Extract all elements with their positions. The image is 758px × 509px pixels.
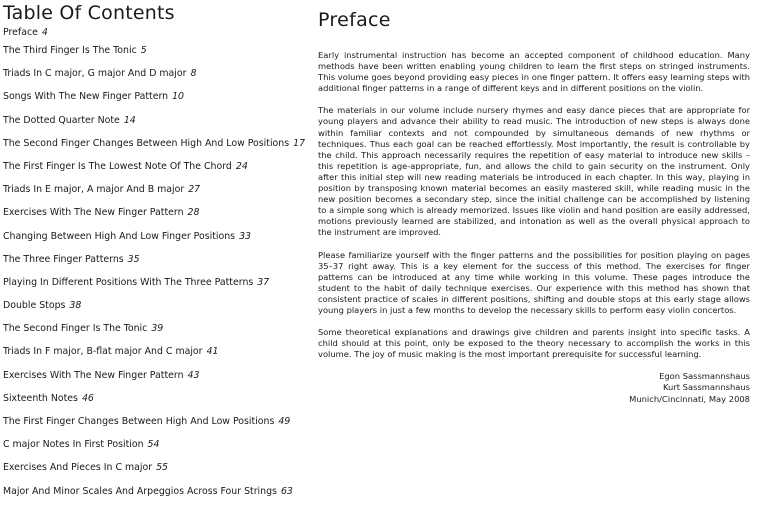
toc-list — [3, 27, 315, 509]
toc-entry-title: Triads In C major, G major And D major — [3, 68, 187, 80]
toc-entry-page-number: 35 — [127, 253, 140, 265]
toc-entry-title: Sixteenth Notes — [3, 392, 78, 404]
toc-entry-page-number: 49 — [278, 416, 291, 427]
toc-entry-page-number: 17 — [293, 137, 306, 149]
toc-entry-page-number: 41 — [206, 346, 219, 358]
toc-entry[interactable] — [3, 231, 315, 254]
toc-entry[interactable] — [3, 462, 315, 485]
toc-entry[interactable] — [3, 184, 315, 207]
toc-entry[interactable] — [3, 138, 315, 161]
signature-place-date: Munich/Cincinnati, May 2008 — [629, 393, 750, 404]
toc-entry[interactable] — [3, 254, 315, 277]
toc-entry-page-number: 55 — [156, 462, 168, 474]
toc-entry-page-number: 43 — [187, 369, 200, 381]
toc-entry-title: Preface — [3, 27, 38, 38]
toc-entry-title: The Third Finger Is The Tonic — [3, 45, 137, 56]
toc-entry-page-number: 5 — [140, 45, 147, 56]
toc-entry-page-number: 4 — [41, 27, 48, 38]
toc-entry-title: The First Finger Changes Between High And Low Positions — [3, 416, 275, 427]
toc-entry[interactable] — [3, 300, 315, 323]
toc-title: Table Of Contents — [3, 2, 175, 24]
signature-author-2: Kurt Sassmannshaus — [662, 382, 750, 393]
toc-entry-page-number: 10 — [172, 91, 185, 103]
toc-entry-title: Exercises With The New Finger Pattern — [3, 369, 184, 381]
toc-entry-page-number: 63 — [280, 485, 293, 497]
toc-entry-title: Changing Between High And Low Finger Positions — [3, 230, 236, 242]
toc-entry[interactable] — [3, 346, 315, 369]
toc-entry[interactable] — [3, 207, 315, 230]
table-of-contents — [3, 0, 315, 509]
signature-author-1: Egon Sassmannshaus — [659, 371, 750, 382]
toc-entry-title: Triads In F major, B-flat major And C major — [3, 346, 203, 358]
toc-entry-title: The Dotted Quarter Note — [3, 114, 120, 126]
toc-entry-page-number: 24 — [235, 160, 248, 172]
toc-entry-page-number: 8 — [190, 68, 197, 80]
toc-entry[interactable] — [3, 45, 315, 68]
toc-entry-page-number: 27 — [188, 184, 201, 196]
toc-entry-title: Exercises With The New Finger Pattern — [3, 207, 184, 219]
toc-entry-title: Songs With The New Finger Pattern — [3, 91, 169, 103]
toc-entry[interactable] — [3, 161, 315, 184]
toc-entry-title: Triads In E major, A major And B major — [3, 184, 185, 196]
toc-entry[interactable] — [3, 115, 315, 138]
signature-block — [318, 371, 750, 404]
toc-entry-page-number: 38 — [69, 300, 82, 312]
toc-entry-title: Major And Minor Scales And Arpeggios Across Four Strings — [3, 485, 277, 497]
toc-entry-page-number: 54 — [147, 439, 160, 451]
toc-entry[interactable] — [3, 91, 315, 114]
toc-entry[interactable] — [3, 68, 315, 91]
toc-entry-title: Double Stops — [3, 300, 66, 312]
preface-paragraph-4: Some theoretical explanations and drawings give children and parents insight into specific tasks. A child should at this point, only be exposed to the theory necessary to accomplish the works in this volume. The joy of music making is the most important prerequisite for successful learning. — [318, 327, 750, 360]
toc-entry[interactable] — [3, 439, 315, 462]
toc-entry-title: The Second Finger Changes Between High And Low Positions — [3, 137, 290, 149]
toc-entry-title: The First Finger Is The Lowest Note Of The Chord — [3, 160, 232, 172]
toc-entry-page-number: 37 — [257, 276, 270, 288]
toc-entry[interactable] — [3, 370, 315, 393]
toc-entry[interactable] — [3, 323, 315, 346]
toc-entry-title: Playing In Different Positions With The Three Patterns — [3, 276, 254, 288]
preface-paragraph-1: Early instrumental instruction has become an accepted component of childhood education. Many methods have been written enabling young children to learn the first steps on stringed instruments. This volume goes beyond providing easy pieces in one finger pattern. It offers easy learning steps with additional finger patterns in a range of different keys and in different positions on the violin. — [318, 50, 750, 94]
toc-entry-page-number: 46 — [81, 392, 94, 404]
toc-entry-title: Exercises And Pieces In C major — [3, 462, 153, 474]
toc-entry-title: The Three Finger Patterns — [3, 253, 124, 265]
toc-entry[interactable] — [3, 486, 315, 509]
toc-entry-title: The Second Finger Is The Tonic — [3, 323, 148, 335]
toc-entry[interactable] — [3, 393, 315, 416]
toc-entry-page-number: 14 — [123, 114, 136, 126]
toc-entry-page-number: 33 — [239, 230, 251, 242]
preface-paragraph-2: The materials in our volume include nursery rhymes and easy dance pieces that are appropriate for young players and advance their ability to read music. The introduction of new steps is always done within familiar contexts and not compounded by simultaneous demands of new rhythms or techniques. Thus each goal can be reached effortlessly. Most importantly, the result is controllable by the child. This approach necessarily requires the repetition of easy material to introduce new skills – this repetition is age-appropriate, fun, and allows the child to gain security on the instrument. Only after this initial step will new reading materials be introduced in each chapter. In this way, playing in position by transposing known material becomes an easily mastered skill, while reading music in the new position becomes a secondary step, since the initial challenge can be accomplished by listening to a simple song which is already memorized. Issues like violin and hand position are easily addressed, motions previously learned are stabilized, and intonation as well as the overall physical approach to the instrument are improved. — [318, 105, 750, 238]
toc-entry-title: C major Notes In First Position — [3, 439, 144, 451]
toc-entry-page-number: 39 — [151, 323, 164, 335]
preface-paragraph-3: Please familiarize yourself with the finger patterns and the possibilities for position playing on pages 35–37 right away. This is a key element for the success of this method. The exercises for finger patterns can be introduced at any time while working in this volume. These pages introduce the student to the habit of daily technique exercises. Our experience with this method has shown that consistent practice of scales in different positions, shifting and double stops at this early stage allows young players in just a few months to develop the necessary skills to perform easy violin concertos. — [318, 249, 750, 315]
toc-entry[interactable] — [3, 277, 315, 300]
preface-title: Preface — [318, 9, 391, 31]
preface-section — [318, 0, 750, 405]
toc-entry[interactable] — [3, 416, 315, 439]
toc-entry[interactable] — [3, 27, 315, 45]
toc-entry-page-number: 28 — [187, 207, 200, 219]
